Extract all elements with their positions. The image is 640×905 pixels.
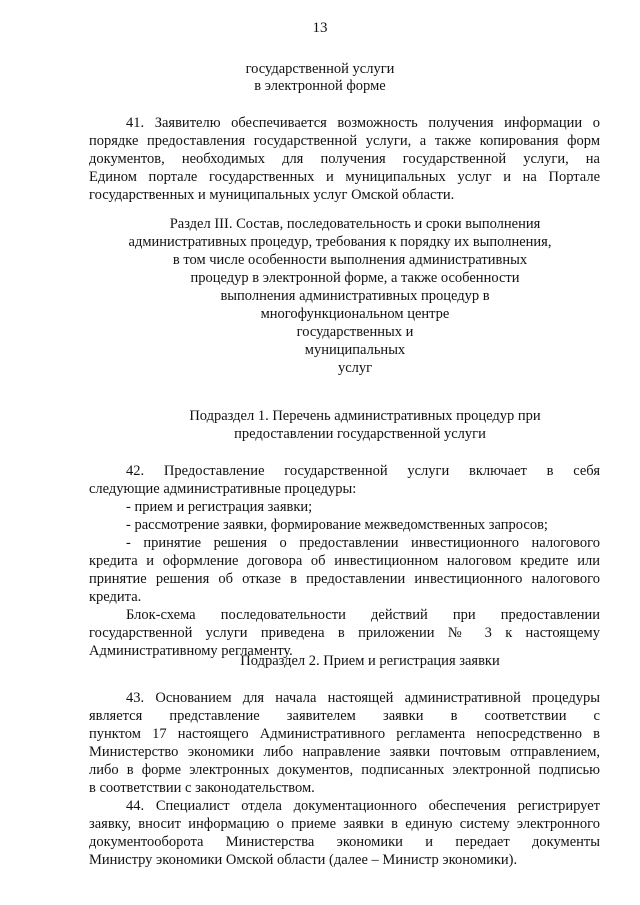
text-line: документооборота Министерства экономики и передает документы — [89, 834, 600, 850]
text-line: Едином портале государственных и муниципальных услуг и на Портале — [89, 169, 600, 185]
text-line: в электронной форме — [254, 78, 386, 94]
text-line: 42. Предоставление государственной услуги включает в себя — [126, 463, 600, 479]
text-line: услуг — [337, 360, 373, 376]
text-line: административных процедур, требования к порядку их выполнения, — [128, 234, 552, 250]
text-line: государственной услуги приведена в приложении № 3 к настоящему — [89, 625, 600, 641]
text-line: государственных и муниципальных услуг Омской области. — [89, 187, 455, 203]
page-number: 13 — [312, 20, 328, 36]
text-line: Раздел III. Состав, последовательность и сроки выполнения — [169, 216, 541, 232]
text-line: следующие административные процедуры: — [89, 481, 357, 497]
text-line: в соответствии с законодательством. — [89, 780, 315, 796]
text-line: - принятие решения о предоставлении инвестиционного налогового — [126, 535, 600, 551]
text-line: государственной услуги — [245, 61, 395, 77]
text-line: Министерство экономики либо направление заявки почтовым отправлением, — [89, 744, 600, 760]
text-line: принятие решения об отказе в предоставлении инвестиционного налогового — [89, 571, 600, 587]
text-line: порядке предоставления государственной услуги, а также копирования форм — [89, 133, 600, 149]
text-line: является представление заявителем заявки в соответствии с — [89, 708, 600, 724]
text-line: Блок-схема последовательности действий при предоставлении — [126, 607, 600, 623]
text-line: Подраздел 2. Прием и регистрация заявки — [240, 653, 500, 669]
text-line: Министру экономики Омской области (далее – Министр экономики). — [89, 852, 518, 868]
text-line: пунктом 17 настоящего Административного регламента непосредственно в — [89, 726, 600, 742]
text-line: Подраздел 1. Перечень административных процедур при — [189, 408, 541, 424]
text-line: 41. Заявителю обеспечивается возможность получения информации о — [126, 115, 600, 131]
text-line: Административному регламенту. — [89, 643, 293, 659]
text-line: 43. Основанием для начала настоящей административной процедуры — [126, 690, 600, 706]
text-line: процедур в электронной форме, а также особенности — [190, 270, 520, 286]
text-line: заявку, вносит информацию о приеме заявки в единую систему электронного — [89, 816, 600, 832]
text-line: выполнения административных процедур в — [220, 288, 490, 304]
text-line: 44. Специалист отдела документационного обеспечения регистрирует — [126, 798, 600, 814]
text-line: многофункциональном центре — [260, 306, 450, 322]
text-line: кредита и оформление договора об инвестиционном налоговом кредите или — [89, 553, 600, 569]
text-line: кредита. — [89, 589, 142, 605]
text-line: муниципальных — [304, 342, 406, 358]
text-line: документов, необходимых для получения государственной услуги, на — [89, 151, 600, 167]
text-line: в том числе особенности выполнения административных — [172, 252, 528, 268]
text-line: либо в форме электронных документов, подписанных электронной подписью — [89, 762, 600, 778]
text-line: государственных и — [296, 324, 414, 340]
text-line: - прием и регистрация заявки; — [126, 499, 313, 515]
text-line: предоставлении государственной услуги — [234, 426, 486, 442]
text-line: - рассмотрение заявки, формирование межведомственных запросов; — [126, 517, 548, 533]
